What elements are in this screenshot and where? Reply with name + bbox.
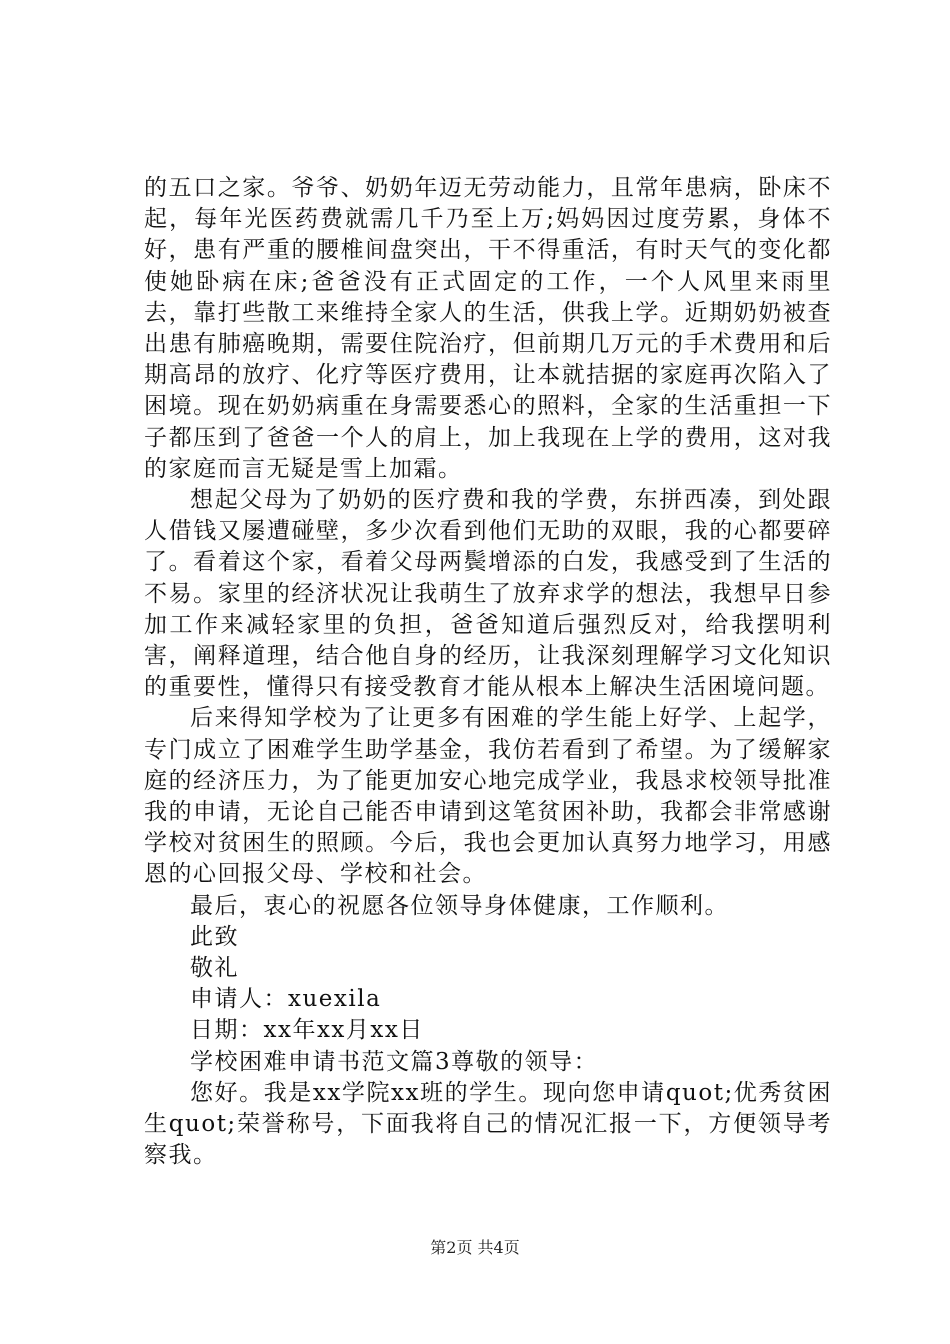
paragraph-family-situation: 的五口之家。爷爷、奶奶年迈无劳动能力，且常年患病，卧床不起，每年光医药费就需几千乃至上万;妈妈因过度劳累，身体不好，患有严重的腰椎间盘突出，干不得重活，有时天气的变化都使她卧病在床;爸爸没有正式固定的工作，一个人风里来雨里去，靠打些散工来维持全家人的生活，供我上学。近期奶奶被查出患有肺癌晚期，需要住院治疗，但前期几万元的手术费用和后期高昂的放疗、化疗等医疗费用，让本就拮据的家庭再次陷入了困境。现在奶奶病重在身需要悉心的照料，全家的生活重担一下子都压到了爸爸一个人的肩上，加上我现在上学的费用，这对我的家庭而言无疑是雪上加霜。	[144, 175, 832, 482]
salutation-cizhi: 此致	[190, 923, 239, 950]
paragraph-parents-hardship: 想起父母为了奶奶的医疗费和我的学费，东拼西凑，到处跟人借钱又屡遭碰壁，多少次看到他们无助的双眼，我的心都要碎了。看着这个家，看着父母两鬓增添的白发，我感受到了生活的不易。家里的经济状况让我萌生了放弃求学的想法，我想早日参加工作来减轻家里的负担，爸爸知道后强烈反对，给我摆明利害，阐释道理，结合他自身的经历，让我深刻理解学习文化知识的重要性，懂得只有接受教育才能从根本上解决生活困境问题。	[144, 487, 832, 701]
paragraph-greeting: 您好。我是xx学院xx班的学生。现向您申请quot;优秀贫困生quot;荣誉称号，下面我将自己的情况汇报一下，方便领导考察我。	[144, 1079, 832, 1169]
applicant-line: 申请人：xuexila	[190, 986, 382, 1013]
page-number-footer: 第2页 共4页	[430, 1238, 520, 1257]
document-body	[144, 173, 832, 1172]
paragraph-closing-wish: 最后，衷心的祝愿各位领导身体健康，工作顺利。	[190, 892, 729, 919]
paragraph-request: 后来得知学校为了让更多有困难的学生能上好学、上起学，专门成立了困难学生助学基金，我仿若看到了希望。为了缓解家庭的经济压力，为了能更加安心地完成学业，我恳求校领导批准我的申请，无论自己能否申请到这笔贫困补助，我都会非常感谢学校对贫困生的照顾。今后，我也会更加认真努力地学习，用感恩的心回报父母、学校和社会。	[144, 705, 832, 888]
date-line: 日期：xx年xx月xx日	[190, 1017, 424, 1044]
section-heading: 学校困难申请书范文篇3尊敬的领导：	[190, 1048, 599, 1075]
salutation-jingli: 敬礼	[190, 955, 239, 982]
